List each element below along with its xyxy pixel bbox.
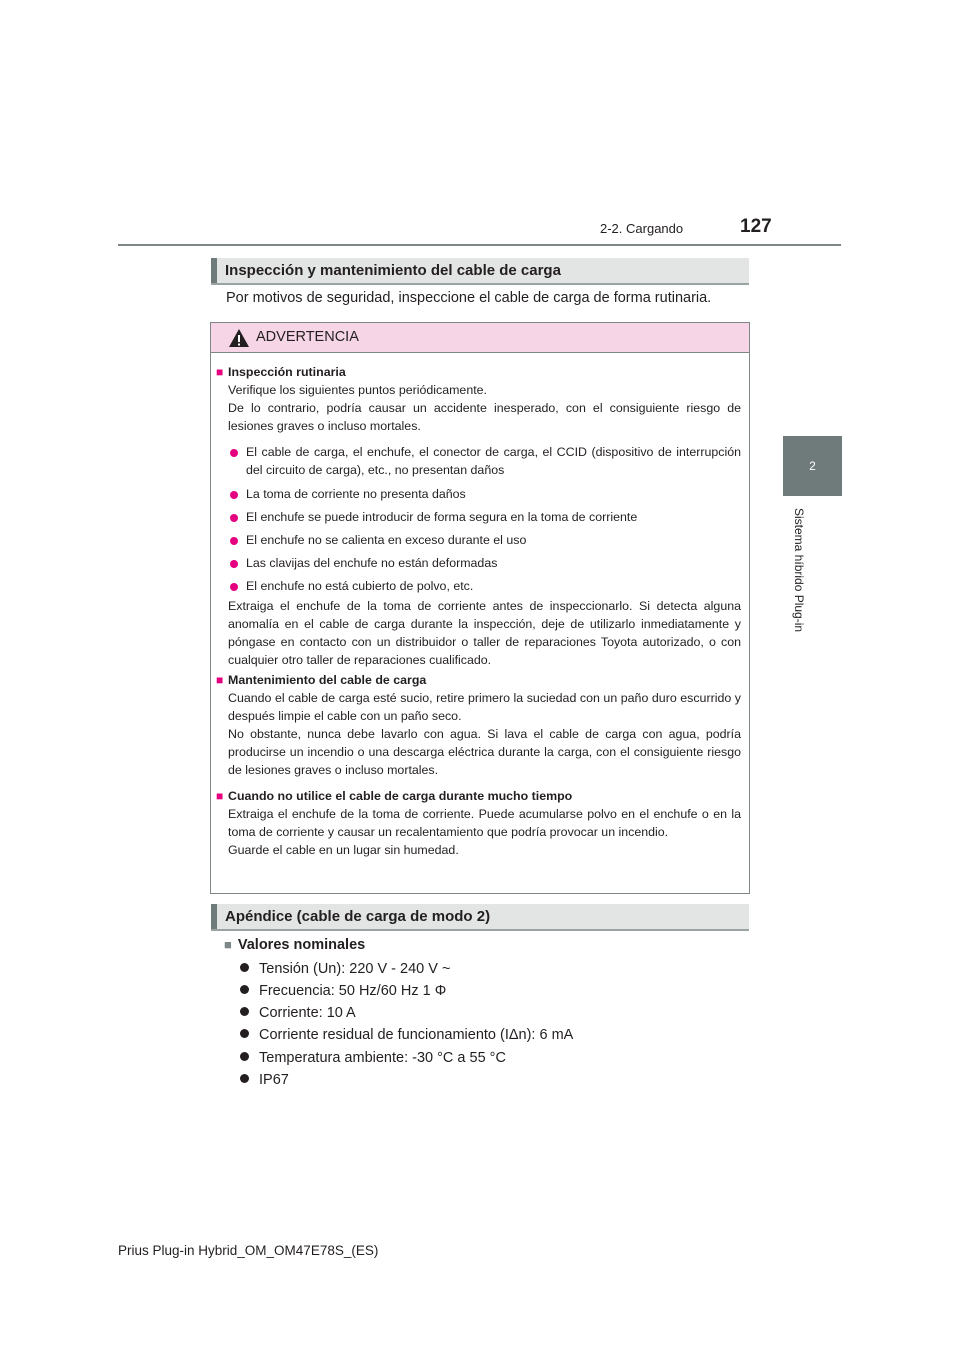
bullet-icon — [240, 985, 249, 994]
list-item: El enchufe se puede introducir de forma segura en la toma de corriente — [216, 508, 741, 526]
ratings-heading: ■ Valores nominales — [224, 937, 366, 953]
section-marker — [211, 258, 217, 283]
square-bullet-icon: ■ — [216, 673, 224, 687]
list-item: Frecuencia: 50 Hz/60 Hz 1 Φ — [240, 983, 446, 999]
document-footer: Prius Plug-in Hybrid_OM_OM47E78S_(ES) — [118, 1243, 379, 1258]
warning-block-maintenance — [216, 671, 741, 779]
chapter-side-label: Sistema híbrido Plug-in — [792, 508, 806, 633]
list-item: Corriente residual de funcionamiento (IΔn): 6 mA — [240, 1027, 573, 1043]
bullet-icon — [240, 1007, 249, 1016]
warning-box — [210, 322, 750, 894]
block-text: Extraiga el enchufe de la toma de corriente antes de inspeccionarlo. Si detecta alguna anomalía en el cable de carga durante la inspección, deje de utilizarlo inmediatamente y póngase en contacto con un distribuidor o taller de reparaciones Toyota autorizado, o con cualquier otro taller de reparaciones cualificado. — [228, 599, 741, 667]
block-heading: Cuando no utilice el cable de carga durante mucho tiempo — [228, 789, 573, 803]
section-title: Inspección y mantenimiento del cable de carga — [225, 262, 561, 279]
square-bullet-icon: ■ — [216, 789, 224, 803]
block-text: Verifique los siguientes puntos periódicamente. — [228, 383, 487, 397]
bullet-icon — [230, 514, 238, 522]
block-text: Guarde el cable en un lugar sin humedad. — [228, 843, 459, 857]
block-text: De lo contrario, podría causar un accidente inesperado, con el consiguiente riesgo de lesiones graves o incluso mortales. — [228, 401, 741, 433]
section-intro: Por motivos de seguridad, inspeccione el cable de carga de forma rutinaria. — [226, 290, 712, 306]
page-number: 127 — [740, 216, 772, 237]
bullet-icon — [240, 963, 249, 972]
square-bullet-icon: ■ — [216, 365, 224, 379]
section-heading-inspection — [211, 258, 749, 285]
section-marker — [211, 904, 217, 929]
list-item: El enchufe no está cubierto de polvo, etc. — [216, 577, 741, 595]
block-text: No obstante, nunca debe lavarlo con agua. Si lava el cable de carga con agua, podría producirse un incendio o una descarga eléctrica durante la carga, con el consiguiente riesgo de lesiones graves o incluso mortales. — [228, 727, 741, 777]
warning-block-anomaly — [216, 597, 741, 669]
block-heading: Mantenimiento del cable de carga — [228, 673, 427, 687]
section-heading-appendix — [211, 904, 749, 931]
bullet-icon — [240, 1029, 249, 1038]
list-item: El enchufe no se calienta en exceso durante el uso — [216, 531, 741, 549]
warning-title: ADVERTENCIA — [256, 329, 359, 345]
bullet-icon — [240, 1074, 249, 1083]
chapter-title: 2-2. Cargando — [600, 221, 684, 236]
list-item: La toma de corriente no presenta daños — [216, 485, 741, 503]
header-divider — [118, 244, 841, 246]
block-text: Cuando el cable de carga esté sucio, retire primero la suciedad con un paño duro escurrido y después limpie el cable con un paño seco. — [228, 691, 741, 723]
list-item: El cable de carga, el enchufe, el conector de carga, el CCID (dispositivo de interrupción del circuito de carga), etc., no presentan daños — [216, 443, 741, 479]
list-item: Temperatura ambiente: -30 °C a 55 °C — [240, 1050, 506, 1066]
warning-header — [211, 323, 749, 353]
block-heading: Inspección rutinaria — [228, 365, 346, 379]
bullet-icon — [240, 1052, 249, 1061]
warning-block-storage — [216, 787, 741, 859]
square-bullet-icon: ■ — [224, 937, 232, 952]
bullet-icon — [230, 449, 238, 457]
bullet-icon — [230, 560, 238, 568]
bullet-icon — [230, 491, 238, 499]
list-item: IP67 — [240, 1072, 289, 1088]
bullet-icon — [230, 537, 238, 545]
block-text: Extraiga el enchufe de la toma de corriente. Puede acumularse polvo en el enchufe o en la toma de corriente y causar un recalentamiento que podría provocar un incendio. — [228, 807, 741, 839]
chapter-tab: 2 — [783, 436, 842, 496]
list-item: Corriente: 10 A — [240, 1005, 356, 1021]
bullet-icon — [230, 583, 238, 591]
warning-bullets — [216, 443, 741, 595]
list-item: Tensión (Un): 220 V - 240 V ~ — [240, 961, 450, 977]
warning-triangle-icon — [228, 328, 250, 348]
warning-block-inspection — [216, 363, 741, 435]
list-item: Las clavijas del enchufe no están deformadas — [216, 554, 741, 572]
section-title: Apéndice (cable de carga de modo 2) — [225, 908, 491, 925]
